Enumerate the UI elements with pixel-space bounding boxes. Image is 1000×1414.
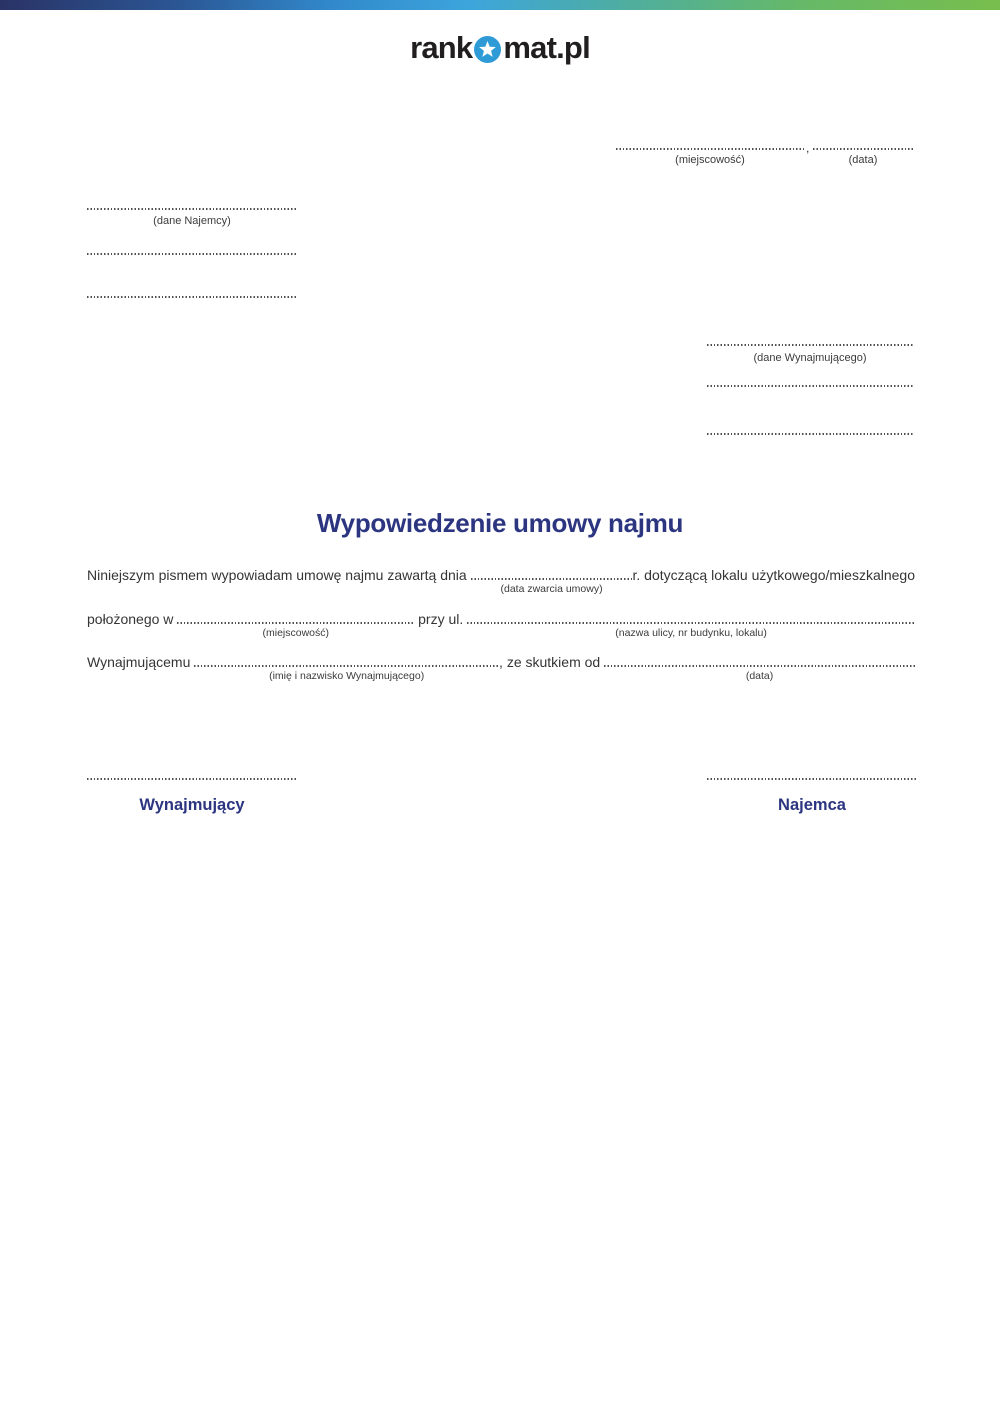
date-field-label: (data) xyxy=(848,154,878,166)
body-line3-text-before: Wynajmującemu xyxy=(87,654,195,670)
tenant-fill-line-3 xyxy=(87,296,297,298)
place-fill-line xyxy=(616,148,804,150)
landlord-name-blank-label: (imię i nazwisko Wynajmującego) xyxy=(269,670,425,682)
body-line1-text-after: r. dotyczącą lokalu użytkowego/mieszkalnego xyxy=(632,567,915,583)
landlord-fields-label: (dane Wynajmującego) xyxy=(753,352,867,364)
contract-date-fill-line xyxy=(471,578,633,580)
star-icon xyxy=(473,34,502,63)
body-line-1 xyxy=(87,567,915,595)
body-line-2 xyxy=(87,610,915,639)
logo-text-prefix: rank xyxy=(410,30,473,65)
contract-date-blank-label: (data zwarcia umowy) xyxy=(500,583,603,595)
tenant-signature-block xyxy=(707,778,917,815)
landlord-signature-line xyxy=(87,778,297,780)
place-field-label: (miejscowość) xyxy=(675,154,745,166)
landlord-name-fill-line xyxy=(194,665,499,667)
body-line2-text-before: położonego w xyxy=(87,610,178,627)
body-line-3 xyxy=(87,654,915,682)
city-blank xyxy=(177,620,414,639)
landlord-data-fields xyxy=(707,340,913,440)
rankomat-logo xyxy=(0,30,1000,66)
landlord-name-blank xyxy=(194,663,499,682)
landlord-fill-line-1 xyxy=(707,344,913,346)
effective-date-blank xyxy=(604,663,915,682)
landlord-signature-block xyxy=(87,778,297,815)
body-paragraph xyxy=(87,567,915,698)
city-fill-line xyxy=(177,622,414,624)
contract-date-blank xyxy=(471,576,633,595)
brand-gradient-bar xyxy=(0,0,1000,10)
place-date-fields xyxy=(616,141,913,175)
tenant-data-fields xyxy=(87,204,297,304)
street-blank-label: (nazwa ulicy, nr budynku, lokalu) xyxy=(615,626,767,639)
street-fill-line xyxy=(467,622,915,624)
landlord-fill-line-2 xyxy=(707,385,913,387)
date-fill-line xyxy=(813,148,913,150)
tenant-signature-line xyxy=(707,778,917,780)
street-blank xyxy=(467,620,915,639)
tenant-fill-line-1 xyxy=(87,208,297,210)
landlord-fill-line-3 xyxy=(707,433,913,435)
logo-text-suffix: mat.pl xyxy=(503,30,590,65)
tenant-fields-label: (dane Najemcy) xyxy=(153,215,231,227)
tenant-fill-line-2 xyxy=(87,253,297,255)
body-line2-text-middle: przy ul. xyxy=(414,610,468,627)
body-line1-text-before: Niniejszym pismem wypowiadam umowę najmu zawartą dnia xyxy=(87,567,471,583)
place-date-separator: , xyxy=(806,141,810,155)
body-line3-text-middle: , ze skutkiem od xyxy=(499,654,605,670)
effective-date-blank-label: (data) xyxy=(745,670,774,682)
landlord-signature-label: Wynajmujący xyxy=(139,796,245,814)
effective-date-fill-line xyxy=(604,665,915,667)
page-title: Wypowiedzenie umowy najmu xyxy=(316,508,684,538)
tenant-signature-label: Najemca xyxy=(778,796,846,814)
city-blank-label: (miejscowość) xyxy=(262,626,330,639)
